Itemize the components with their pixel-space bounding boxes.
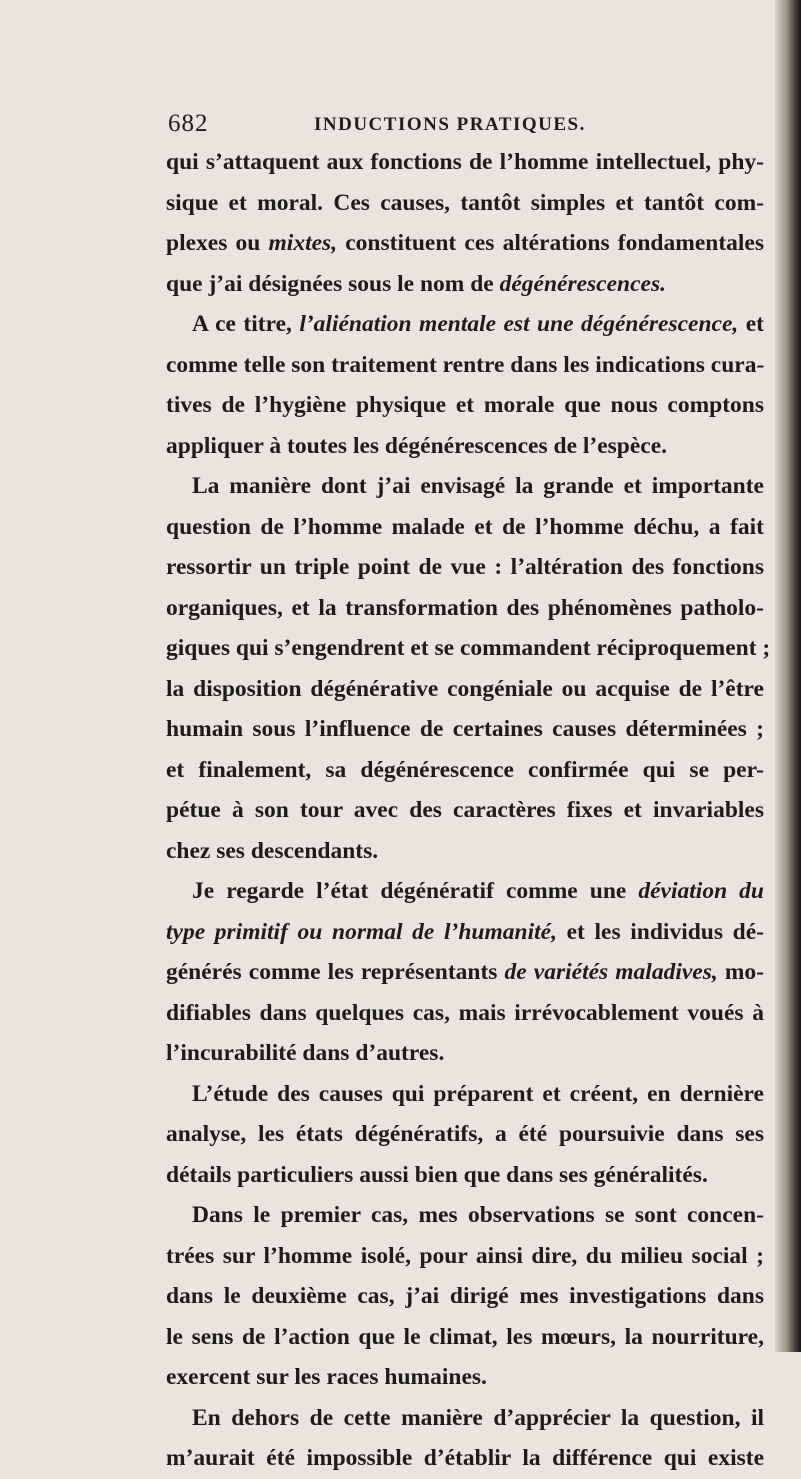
text-line [166,1033,764,1074]
text-run: Dans le premier cas, mes observations se sont concen- [192,1202,764,1228]
body-text [166,142,771,1479]
text-run: La manière dont j’ai envisagé la grande et importante [192,473,764,499]
text-line [166,183,764,224]
text-run: L’étude des causes qui préparent et créent, en dernière [192,1080,764,1107]
text-run: A ce titre, [192,311,300,337]
italic-text: déviation du [638,878,765,904]
text-run: détails particuliers aussi bien que dans ses généralités. [166,1161,708,1188]
text-line [166,1438,764,1479]
text-run: humain sous l’influence de certaines causes déterminées ; [166,716,764,742]
page-number: 682 [168,110,209,137]
text-line [166,952,764,993]
text-run: qui s’attaquent aux fonctions de l’homme intellectuel, phy- [166,149,764,175]
italic-text: type primitif ou normal de l’humanité, [166,918,557,945]
text-run: plexes ou [166,230,269,256]
text-line [166,1357,764,1398]
text-run: organiques, et la transformation des phénomènes patholo- [166,594,764,621]
text-line [166,628,771,669]
text-line [166,426,764,467]
text-run: exercent sur les races humaines. [166,1364,487,1390]
text-run: difiables dans quelques cas, mais irrévocablement voués à [166,999,764,1026]
text-line [166,385,764,426]
text-line [166,304,764,345]
text-run: et les individus dé- [556,918,764,945]
text-run: que j’ai désignées sous le nom de [166,270,500,297]
text-line [166,1276,764,1317]
text-run: constituent ces altérations fondamentales [337,230,764,256]
text-run: chez ses descendants. [166,837,379,864]
text-line [166,264,764,305]
text-run: sique et moral. Ces causes, tantôt simples et tantôt com- [166,189,764,216]
text-line [166,750,764,791]
text-run: trées sur l’homme isolé, pour ainsi dire, du milieu social ; [166,1242,764,1269]
text-run: comme telle son traitement rentre dans les indications cura- [166,351,765,378]
text-run: pétue à son tour avec des caractères fixes et invariables [166,797,764,823]
text-line [166,466,764,507]
text-run: le sens de l’action que le climat, les mœurs, la nourriture, [166,1323,764,1350]
text-run: analyse, les états dégénératifs, a été poursuivie dans ses [166,1121,764,1147]
text-line [166,1236,764,1277]
italic-text: mixtes, [268,230,338,256]
text-line [166,588,764,629]
text-run: dans le deuxième cas, j’ai dirigé mes investigations dans [166,1283,764,1309]
text-line [166,142,764,183]
italic-text: de variétés maladives, [504,959,718,985]
text-line [166,709,764,750]
text-run: m’aurait été impossible d’établir la différence qui existe [166,1445,764,1471]
text-line [166,1114,764,1155]
italic-text: dégénérescences. [499,270,666,297]
text-line [166,790,764,831]
page-header [168,110,688,140]
text-line [166,669,764,710]
text-run: et finalement, sa dégénérescence confirmée qui se per- [166,756,764,783]
text-run: tives de l’hygiène physique et morale que nous comptons [166,392,764,418]
text-run: giques qui s’engendrent et se commandent réciproquement ; [166,635,771,661]
text-line [166,871,764,912]
text-run: question de l’homme malade et de l’homme déchu, a fait [166,513,764,540]
text-line [166,831,764,872]
text-line [166,1155,764,1196]
text-run: l’incurabilité dans d’autres. [166,1040,445,1066]
text-line [166,547,764,588]
text-run: et [738,311,764,337]
text-line [166,1398,764,1439]
text-run: ressortir un triple point de vue : l’altération des fonctions [166,554,764,580]
text-line [166,1074,764,1115]
text-line [166,507,764,548]
text-line [166,912,764,953]
text-line [166,223,764,264]
running-head: INDUCTIONS PRATIQUES. [314,114,586,135]
text-run: générés comme les représentants [166,959,505,985]
book-page-edge [775,0,801,1352]
italic-text: l’aliénation mentale est une dégénérescence, [299,311,739,337]
text-run: appliquer à toutes les dégénérescences de l’espèce. [166,432,668,459]
text-run: En dehors de cette manière d’apprécier la question, il [192,1404,764,1431]
text-line [166,345,764,386]
text-line [166,1195,764,1236]
text-line [166,1317,764,1358]
text-run: mo- [717,959,764,985]
text-run: Je regarde l’état dégénératif comme une [192,878,639,904]
text-line [166,993,764,1034]
text-run: la disposition dégénérative congéniale ou acquise de l’être [166,675,764,702]
